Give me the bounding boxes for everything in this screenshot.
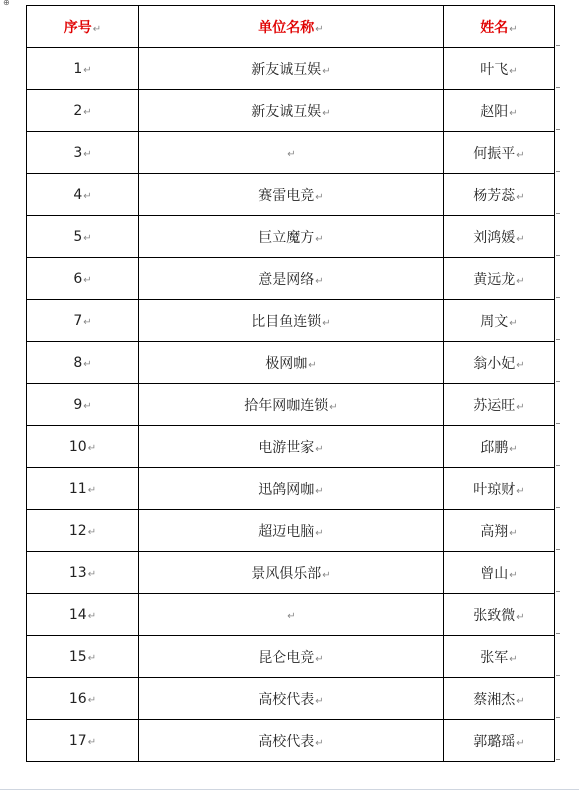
row-index-text: 1: [73, 60, 83, 77]
paragraph-mark-icon: ↵: [83, 106, 92, 118]
row-index-cell[interactable]: [27, 258, 139, 300]
row-name-text: 张军: [480, 649, 509, 666]
paragraph-mark-icon: ↵: [315, 653, 324, 665]
row-unit-cell[interactable]: [139, 342, 444, 384]
row-name-text: 高翔: [480, 523, 509, 540]
page-bottom-rule: [0, 789, 579, 790]
paragraph-mark-icon: ↵: [315, 485, 324, 497]
row-unit-cell[interactable]: [139, 426, 444, 468]
paragraph-mark-icon: ↵: [315, 527, 324, 539]
table-row: [27, 48, 555, 90]
paragraph-mark-icon: ↵: [315, 233, 324, 245]
participant-table: [26, 5, 555, 762]
row-index-cell[interactable]: [27, 132, 139, 174]
row-name-text: 蔡湘杰: [473, 691, 516, 708]
paragraph-mark-icon: ↵: [516, 233, 525, 245]
paragraph-mark-icon: ↵: [516, 149, 525, 161]
row-unit-text: 巨立魔方: [258, 229, 315, 246]
row-unit-text: 新友诚互娱: [251, 61, 322, 78]
row-index-cell[interactable]: [27, 426, 139, 468]
row-unit-cell[interactable]: [139, 552, 444, 594]
row-name-cell[interactable]: [444, 594, 555, 636]
row-unit-cell[interactable]: [139, 510, 444, 552]
row-name-text: 苏运旺: [473, 397, 516, 414]
row-end-marker-icon: [556, 339, 560, 340]
row-name-text: 黄远龙: [473, 271, 516, 288]
row-index-cell[interactable]: [27, 174, 139, 216]
row-index-cell[interactable]: [27, 90, 139, 132]
row-index-cell[interactable]: [27, 300, 139, 342]
row-end-marker-icon: [556, 549, 560, 550]
row-unit-text: 意是网络: [258, 271, 315, 288]
row-unit-cell[interactable]: [139, 636, 444, 678]
table-row: [27, 384, 555, 426]
paragraph-mark-icon: ↵: [315, 695, 324, 707]
row-unit-cell[interactable]: [139, 216, 444, 258]
table-row: [27, 174, 555, 216]
row-name-cell[interactable]: [444, 678, 555, 720]
row-end-marker-icon: [556, 297, 560, 298]
paragraph-mark-icon: ↵: [315, 443, 324, 455]
paragraph-mark-icon: ↵: [315, 191, 324, 203]
row-name-text: 郭璐瑶: [473, 733, 516, 750]
paragraph-mark-icon: ↵: [87, 736, 97, 748]
paragraph-mark-icon: ↵: [516, 695, 525, 707]
row-unit-text: 拾年网咖连锁: [244, 397, 329, 414]
row-name-cell[interactable]: [444, 720, 555, 762]
paragraph-mark-icon: ↵: [83, 190, 92, 202]
row-unit-text: 高校代表: [258, 691, 315, 708]
row-unit-cell[interactable]: [139, 48, 444, 90]
paragraph-mark-icon: ↵: [83, 274, 92, 286]
table-body: [27, 48, 555, 762]
paragraph-mark-icon: ↵: [87, 442, 97, 454]
row-name-cell[interactable]: [444, 90, 555, 132]
row-name-cell[interactable]: [444, 552, 555, 594]
row-index-text: 9: [73, 396, 83, 413]
header-name-cell[interactable]: [444, 6, 555, 48]
row-unit-cell[interactable]: [139, 90, 444, 132]
header-index-cell[interactable]: [27, 6, 139, 48]
paragraph-mark-icon: ↵: [509, 317, 518, 329]
row-index-cell[interactable]: [27, 720, 139, 762]
row-end-marker-icon: [556, 507, 560, 508]
row-index-text: 12: [68, 522, 87, 539]
paragraph-mark-icon: ↵: [516, 611, 525, 623]
paragraph-mark-icon: ↵: [509, 653, 518, 665]
table-row: [27, 594, 555, 636]
row-unit-cell[interactable]: [139, 720, 444, 762]
paragraph-mark-icon: ↵: [87, 652, 97, 664]
paragraph-mark-icon: ↵: [87, 610, 97, 622]
row-name-cell[interactable]: [444, 510, 555, 552]
paragraph-mark-icon: ↵: [509, 107, 518, 119]
row-index-text: 13: [68, 564, 87, 581]
table-move-handle-icon[interactable]: ⊕: [3, 0, 10, 7]
row-name-cell[interactable]: [444, 426, 555, 468]
row-unit-cell[interactable]: [139, 132, 444, 174]
row-end-marker-icon: [556, 129, 560, 130]
row-unit-cell[interactable]: [139, 678, 444, 720]
row-index-cell[interactable]: [27, 468, 139, 510]
paragraph-mark-icon: ↵: [83, 358, 92, 370]
paragraph-mark-icon: ↵: [516, 275, 525, 287]
row-end-marker-icon: [556, 717, 560, 718]
paragraph-mark-icon: ↵: [516, 401, 525, 413]
row-name-cell[interactable]: [444, 300, 555, 342]
row-name-text: 叶琼财: [473, 481, 516, 498]
row-end-marker-icon: [556, 759, 560, 760]
row-unit-cell[interactable]: [139, 384, 444, 426]
row-unit-text: 昆仑电竞: [258, 649, 315, 666]
paragraph-mark-icon: ↵: [308, 359, 317, 371]
row-index-text: 17: [68, 732, 87, 749]
row-name-cell[interactable]: [444, 132, 555, 174]
row-end-marker-icon: [556, 381, 560, 382]
row-unit-text: 极网咖: [265, 355, 308, 372]
paragraph-mark-icon: ↵: [509, 443, 518, 455]
table-row: [27, 132, 555, 174]
paragraph-mark-icon: ↵: [509, 65, 518, 77]
row-unit-text: 赛雷电竞: [258, 187, 315, 204]
table-row: [27, 426, 555, 468]
row-unit-cell[interactable]: [139, 594, 444, 636]
table-row: [27, 468, 555, 510]
header-name-label: 姓名: [480, 19, 509, 36]
row-end-marker-icon: [556, 213, 560, 214]
paragraph-mark-icon: ↵: [83, 64, 92, 76]
row-unit-text: 超迈电脑: [258, 523, 315, 540]
row-unit-text: 高校代表: [258, 733, 315, 750]
row-end-marker-icon: [556, 87, 560, 88]
paragraph-mark-icon: ↵: [329, 401, 338, 413]
row-end-marker-icon: [556, 675, 560, 676]
paragraph-mark-icon: ↵: [322, 569, 331, 581]
row-name-cell[interactable]: [444, 48, 555, 90]
paragraph-mark-icon: ↵: [315, 275, 324, 287]
row-index-cell[interactable]: [27, 48, 139, 90]
table-row: [27, 678, 555, 720]
paragraph-mark-icon: ↵: [87, 568, 97, 580]
paragraph-mark-icon: ↵: [516, 359, 525, 371]
table-header-row: [27, 6, 555, 48]
row-name-text: 叶飞: [480, 61, 509, 78]
row-index-text: 4: [73, 186, 83, 203]
row-index-cell[interactable]: [27, 216, 139, 258]
row-name-cell[interactable]: [444, 636, 555, 678]
row-unit-text: 迅鸽网咖: [258, 481, 315, 498]
row-end-marker-icon: [556, 633, 560, 634]
paragraph-mark-icon: ↵: [83, 148, 92, 160]
row-end-marker-icon: [556, 423, 560, 424]
table-row: [27, 90, 555, 132]
row-index-text: 11: [68, 480, 87, 497]
paragraph-mark-icon: ↵: [83, 232, 92, 244]
paragraph-mark-icon: ↵: [83, 316, 92, 328]
table-row: [27, 216, 555, 258]
row-index-text: 16: [68, 690, 87, 707]
paragraph-mark-icon: ↵: [509, 23, 518, 35]
table-row: [27, 342, 555, 384]
row-name-text: 刘鸿媛: [473, 229, 516, 246]
row-unit-cell[interactable]: [139, 468, 444, 510]
row-index-text: 10: [68, 438, 87, 455]
header-unit-label: 单位名称: [258, 19, 315, 36]
paragraph-mark-icon: ↵: [87, 526, 97, 538]
row-unit-text: 电游世家: [258, 439, 315, 456]
row-unit-text: 景风俱乐部: [251, 565, 322, 582]
table-row: [27, 258, 555, 300]
row-unit-cell[interactable]: [139, 174, 444, 216]
paragraph-mark-icon: ↵: [315, 737, 324, 749]
row-index-text: 6: [73, 270, 83, 287]
row-index-cell[interactable]: [27, 384, 139, 426]
row-index-text: 15: [68, 648, 87, 665]
row-unit-cell[interactable]: [139, 300, 444, 342]
row-unit-text: 新友诚互娱: [251, 103, 322, 120]
row-index-text: 14: [68, 606, 87, 623]
paragraph-mark-icon: ↵: [322, 65, 331, 77]
paragraph-mark-icon: ↵: [87, 694, 97, 706]
paragraph-mark-icon: ↵: [322, 107, 331, 119]
paragraph-mark-icon: ↵: [516, 191, 525, 203]
row-index-cell[interactable]: [27, 594, 139, 636]
paragraph-mark-icon: ↵: [322, 317, 331, 329]
row-index-cell[interactable]: [27, 510, 139, 552]
row-name-text: 张致微: [473, 607, 516, 624]
row-name-text: 邱鹏: [480, 439, 509, 456]
table-row: [27, 636, 555, 678]
paragraph-mark-icon: ↵: [516, 737, 525, 749]
row-name-cell[interactable]: [444, 342, 555, 384]
row-unit-cell[interactable]: [139, 258, 444, 300]
header-unit-cell[interactable]: [139, 6, 444, 48]
row-end-marker-icon: [556, 465, 560, 466]
table-row: [27, 510, 555, 552]
row-index-text: 8: [73, 354, 83, 371]
row-name-text: 翁小妃: [473, 355, 516, 372]
row-end-marker-icon: [556, 255, 560, 256]
row-name-cell[interactable]: [444, 174, 555, 216]
row-name-text: 赵阳: [480, 103, 509, 120]
paragraph-mark-icon: ↵: [516, 485, 525, 497]
row-end-marker-icon: [556, 45, 560, 46]
paragraph-mark-icon: ↵: [92, 23, 102, 35]
table-row: [27, 300, 555, 342]
row-index-cell[interactable]: [27, 678, 139, 720]
row-name-text: 曾山: [480, 565, 509, 582]
paragraph-mark-icon: ↵: [287, 148, 296, 160]
row-index-text: 3: [73, 144, 83, 161]
row-end-marker-icon: [556, 591, 560, 592]
paragraph-mark-icon: ↵: [315, 23, 324, 35]
row-name-cell[interactable]: [444, 384, 555, 426]
row-name-cell[interactable]: [444, 258, 555, 300]
table-row: [27, 720, 555, 762]
row-index-cell[interactable]: [27, 552, 139, 594]
paragraph-mark-icon: ↵: [83, 400, 92, 412]
paragraph-mark-icon: ↵: [87, 484, 97, 496]
row-index-cell[interactable]: [27, 342, 139, 384]
row-index-text: 2: [73, 102, 83, 119]
row-name-cell[interactable]: [444, 468, 555, 510]
row-index-text: 5: [73, 228, 83, 245]
paragraph-mark-icon: ↵: [287, 610, 296, 622]
row-name-text: 杨芳蕊: [473, 187, 516, 204]
row-index-cell[interactable]: [27, 636, 139, 678]
paragraph-mark-icon: ↵: [509, 527, 518, 539]
header-index-label: 序号: [63, 19, 92, 36]
row-name-text: 周文: [480, 313, 509, 330]
row-index-text: 7: [73, 312, 83, 329]
row-name-cell[interactable]: [444, 216, 555, 258]
paragraph-mark-icon: ↵: [509, 569, 518, 581]
table-row: [27, 552, 555, 594]
row-end-marker-icon: [556, 171, 560, 172]
row-unit-text: 比目鱼连锁: [251, 313, 322, 330]
row-name-text: 何振平: [473, 145, 516, 162]
